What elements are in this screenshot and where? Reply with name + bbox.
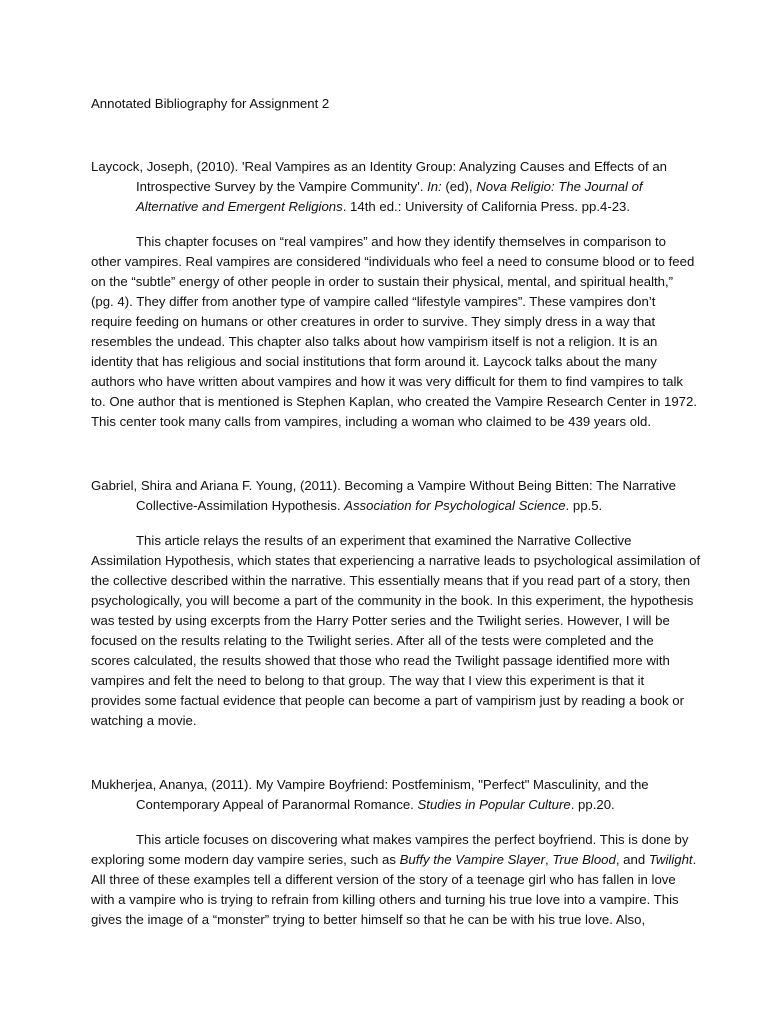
work-title: Buffy the Vampire Slayer	[399, 852, 545, 867]
journal-title: Association for Psychological Science	[344, 498, 566, 513]
annotation-line: psychologically, you will become a part of the community in the book. In this experiment, the hypothesis	[91, 593, 694, 608]
document-title: Annotated Bibliography for Assignment 2	[91, 96, 330, 111]
citation	[91, 476, 691, 516]
bibliography-entry	[91, 157, 698, 432]
annotation-line: was tested by using excerpts from the Harry Potter series and the Twilight series. However, I will be	[91, 613, 670, 628]
annotation-line: gives the image of a “monster” trying to better himself so that he can be with his true love. Also,	[91, 912, 646, 927]
annotation-line: Assimilation Hypothesis, which states that experiencing a narrative leads to psychological assimilation of	[91, 553, 701, 568]
annotation-line: the collective described within the narrative. This essentially means that if you read part of a story, then	[91, 573, 691, 588]
annotation-line: This center took many calls from vampires, including a woman who claimed to be 439 years old.	[91, 414, 651, 429]
annotation-line: to. One author that is mentioned is Stephen Kaplan, who created the Vampire Research Center in 1972.	[91, 394, 698, 409]
annotation-line: scores calculated, the results showed that those who read the Twilight passage identified more with	[91, 653, 670, 668]
annotation-paragraph	[91, 232, 698, 432]
citation-line: Alternative and Emergent Religions. 14th ed.: University of California Press. pp.4-23.	[136, 199, 631, 214]
citation-line: Laycock, Joseph, (2010). 'Real Vampires as an Identity Group: Analyzing Causes and Effects of an	[91, 159, 668, 174]
annotation-paragraph	[91, 531, 701, 731]
journal-title: Nova Religio: The Journal of	[476, 179, 643, 194]
annotation-line: on the “subtle” energy of other people in order to sustain their physical, mental, and spiritual health,”	[91, 274, 674, 289]
work-title: Twilight	[648, 852, 693, 867]
journal-title: Studies in Popular Culture	[417, 797, 571, 812]
citation-line: Collective-Assimilation Hypothesis. Association for Psychological Science. pp.5.	[136, 498, 603, 513]
annotation-line: with a vampire who is trying to refrain from killing others and turning his true love into a vampire. This	[91, 892, 679, 907]
annotation-line: require feeding on humans or other creatures in order to survive. They simply dress in a way that	[91, 314, 656, 329]
annotation-line: This article relays the results of an experiment that examined the Narrative Collective	[136, 533, 632, 548]
bibliography-entry	[91, 775, 697, 930]
citation-line: Gabriel, Shira and Ariana F. Young, (2011). Becoming a Vampire Without Being Bitten: The Narrative	[91, 478, 676, 493]
annotation-line: identity that has religious and social institutions that form around it. Laycock talks about the many	[91, 354, 657, 369]
annotation-line: resembles the undead. This chapter also talks about how vampirism itself is not a religion. It is an	[91, 334, 658, 349]
citation-line: Contemporary Appeal of Paranormal Romance. Studies in Popular Culture. pp.20.	[136, 797, 615, 812]
annotation-line: exploring some modern day vampire series, such as Buffy the Vampire Slayer, True Blood, and Twilight.	[91, 852, 697, 867]
annotation-line: All three of these examples tell a different version of the story of a teenage girl who has fallen in love	[91, 872, 676, 887]
annotation-line: vampires and felt the need to belong to that group. The way that I view this experiment is that it	[91, 673, 645, 688]
annotation-line: provides some factual evidence that people can become a part of vampirism just by reading a book or	[91, 693, 685, 708]
annotation-line: other vampires. Real vampires are considered “individuals who feel a need to consume blood or to feed	[91, 254, 695, 269]
annotation-line: authors who have written about vampires and how it was very difficult for them to find vampires to talk	[91, 374, 684, 389]
annotation-line: focused on the results relating to the Twilight series. After all of the tests were completed and the	[91, 633, 654, 648]
annotation-line: watching a movie.	[91, 713, 197, 728]
citation	[91, 775, 691, 815]
citation	[91, 157, 691, 217]
in-label: In:	[427, 179, 442, 194]
citation-line: Mukherjea, Ananya, (2011). My Vampire Boyfriend: Postfeminism, "Perfect" Masculinity, and the	[91, 777, 649, 792]
work-title: True Blood	[552, 852, 616, 867]
citation-line: Introspective Survey by the Vampire Community'. In: (ed), Nova Religio: The Journal of	[136, 179, 643, 194]
bibliography-entry	[91, 476, 701, 731]
journal-title: Alternative and Emergent Religions	[136, 199, 343, 214]
annotation-line: (pg. 4). They differ from another type of vampire called “lifestyle vampires”. These vampires don’t	[91, 294, 656, 309]
annotation-line: This article focuses on discovering what makes vampires the perfect boyfriend. This is done by	[136, 832, 689, 847]
annotation-paragraph	[91, 830, 697, 930]
annotation-line: This chapter focuses on “real vampires” and how they identify themselves in comparison to	[136, 234, 666, 249]
